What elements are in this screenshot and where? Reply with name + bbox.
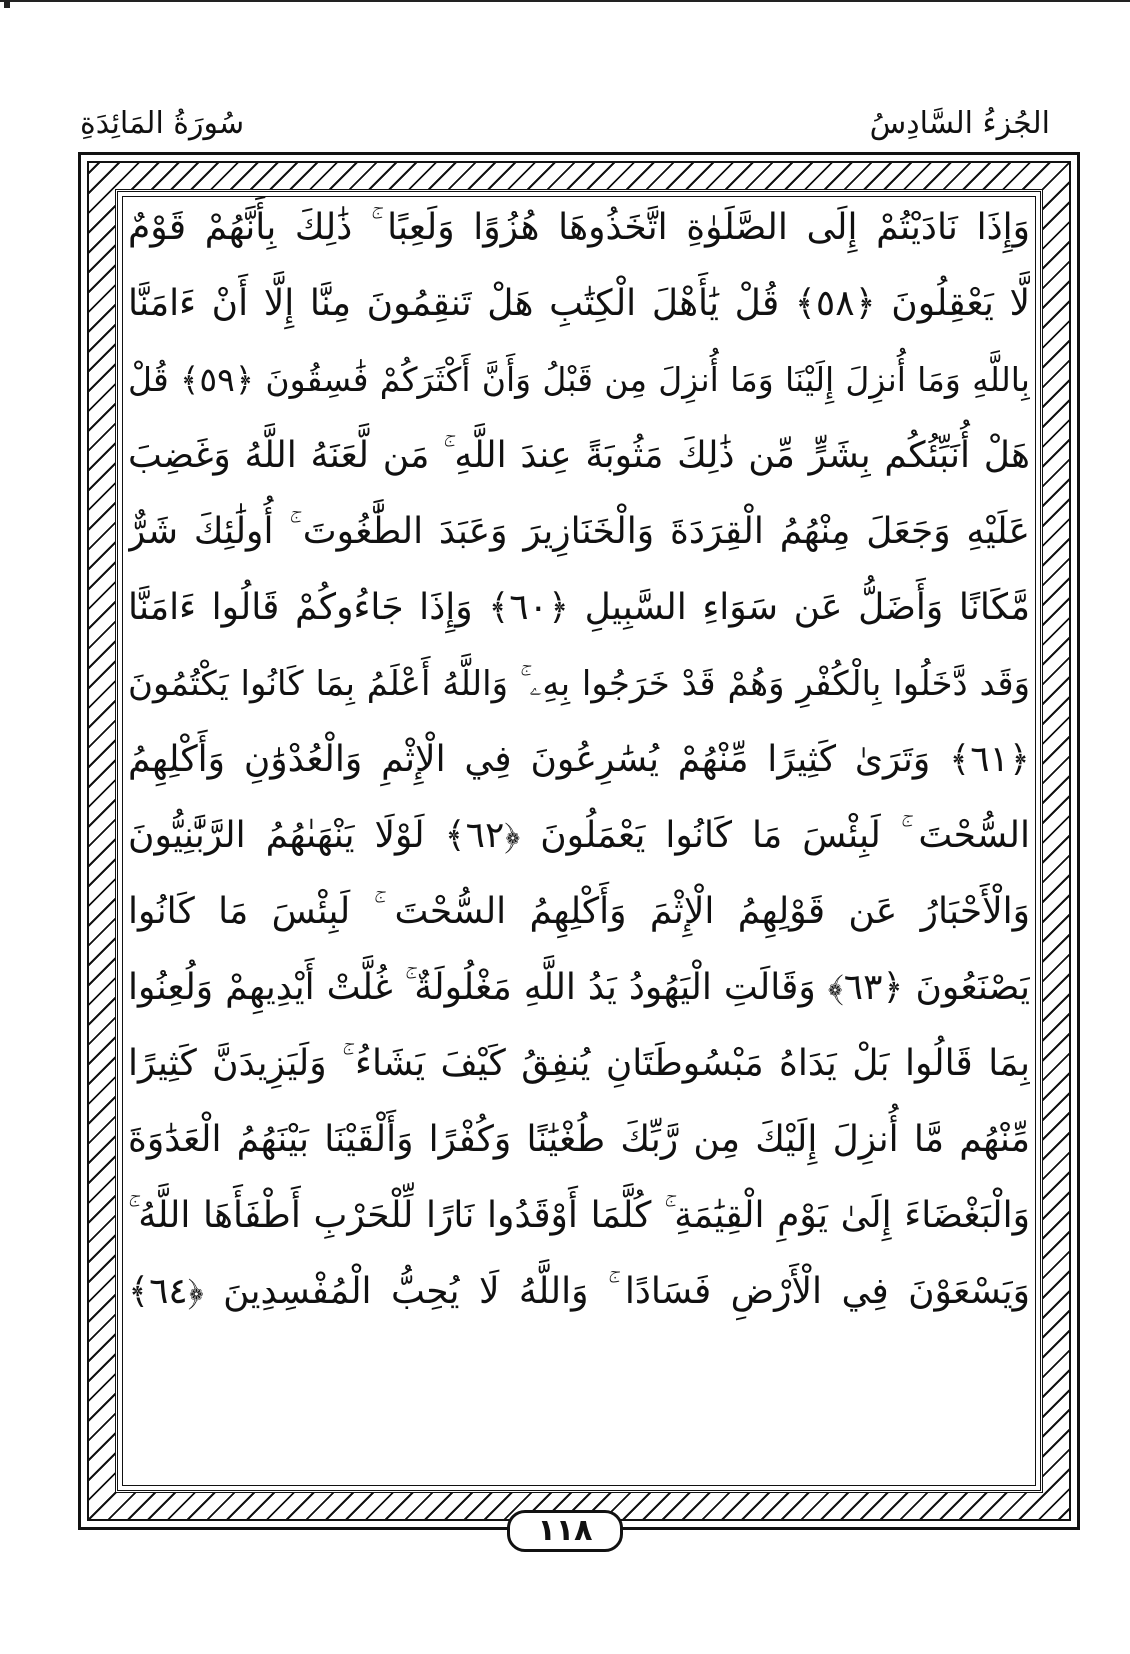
quran-text [128, 190, 1030, 1470]
text-line: لَّا يَعْقِلُونَ ﴿٥٨﴾ قُلْ يَٰأَهْلَ الْكِتَٰبِ هَلْ تَنقِمُونَ مِنَّا إِلَّا أَنْ ءَامَنَّا [128, 283, 1030, 324]
text-line: وَالْبَغْضَاءَ إِلَىٰ يَوْمِ الْقِيَٰمَةِ ۚ كُلَّمَا أَوْقَدُوا نَارًا لِّلْحَرْبِ أَطْفَأَهَا اللَّهُ ۚ [128, 1195, 1030, 1236]
text-line: مَّكَانًا وَأَضَلُّ عَن سَوَاءِ السَّبِيلِ ﴿٦٠﴾ وَإِذَا جَاءُوكُمْ قَالُوا ءَامَنَّا [128, 587, 1030, 628]
text-line: هَلْ أُنَبِّئُكُم بِشَرٍّ مِّن ذَٰلِكَ مَثُوبَةً عِندَ اللَّهِ ۚ مَن لَّعَنَهُ اللَّهُ وَغَضِبَ [128, 435, 1030, 476]
page-number: ١١٨ [507, 1510, 624, 1552]
text-line: وَالْأَحْبَارُ عَن قَوْلِهِمُ الْإِثْمَ وَأَكْلِهِمُ السُّحْتَ ۚ لَبِئْسَ مَا كَانُوا [128, 891, 1030, 932]
text-line: يَصْنَعُونَ ﴿٦٣﴾ وَقَالَتِ الْيَهُودُ يَدُ اللَّهِ مَغْلُولَةٌ ۚ غُلَّتْ أَيْدِيهِمْ وَلُعِنُوا [128, 967, 1030, 1008]
text-line: السُّحْتَ ۚ لَبِئْسَ مَا كَانُوا يَعْمَلُونَ ﴿٦٢﴾ لَوْلَا يَنْهَىٰهُمُ الرَّبَّٰنِيُّونَ [128, 815, 1030, 856]
text-line: مِّنْهُم مَّا أُنزِلَ إِلَيْكَ مِن رَّبِّكَ طُغْيَٰنًا وَكُفْرًا وَأَلْقَيْنَا بَيْنَهُمُ الْعَدَٰوَةَ [128, 1119, 1030, 1160]
top-rule [0, 0, 1130, 2]
text-line: بِمَا قَالُوا بَلْ يَدَاهُ مَبْسُوطَتَانِ يُنفِقُ كَيْفَ يَشَاءُ ۚ وَلَيَزِيدَنَّ كَثِيرًا [128, 1043, 1030, 1084]
juz-name-header: الجُزءُ السَّادِسُ [869, 106, 1050, 141]
text-line: وَإِذَا نَادَيْتُمْ إِلَى الصَّلَوٰةِ اتَّخَذُوهَا هُزُوًا وَلَعِبًا ۚ ذَٰلِكَ بِأَنَّهُمْ قَوْمٌ [128, 207, 1030, 248]
text-line: بِاللَّهِ وَمَا أُنزِلَ إِلَيْنَا وَمَا أُنزِلَ مِن قَبْلُ وَأَنَّ أَكْثَرَكُمْ فَٰسِقُونَ ﴿٥٩﴾ قُلْ [128, 360, 1030, 399]
text-line: وَقَد دَّخَلُوا بِالْكُفْرِ وَهُمْ قَدْ خَرَجُوا بِهِۦ ۚ وَاللَّهُ أَعْلَمُ بِمَا كَانُوا يَكْتُمُونَ [128, 664, 1030, 704]
text-line: عَلَيْهِ وَجَعَلَ مِنْهُمُ الْقِرَدَةَ وَالْخَنَازِيرَ وَعَبَدَ الطَّٰغُوتَ ۚ أُولَٰئِكَ شَرٌّ [128, 511, 1030, 552]
page-number-container [0, 1510, 1130, 1552]
corner-mark [4, 2, 10, 8]
text-line: ﴿٦١﴾ وَتَرَىٰ كَثِيرًا مِّنْهُمْ يُسَٰرِعُونَ فِي الْإِثْمِ وَالْعُدْوَٰنِ وَأَكْلِهِمُ [128, 739, 1030, 780]
text-line: وَيَسْعَوْنَ فِي الْأَرْضِ فَسَادًا ۚ وَاللَّهُ لَا يُحِبُّ الْمُفْسِدِينَ ﴿٦٤﴾ [128, 1271, 1030, 1312]
surah-name-header: سُورَةُ المَائِدَةِ [80, 106, 245, 141]
